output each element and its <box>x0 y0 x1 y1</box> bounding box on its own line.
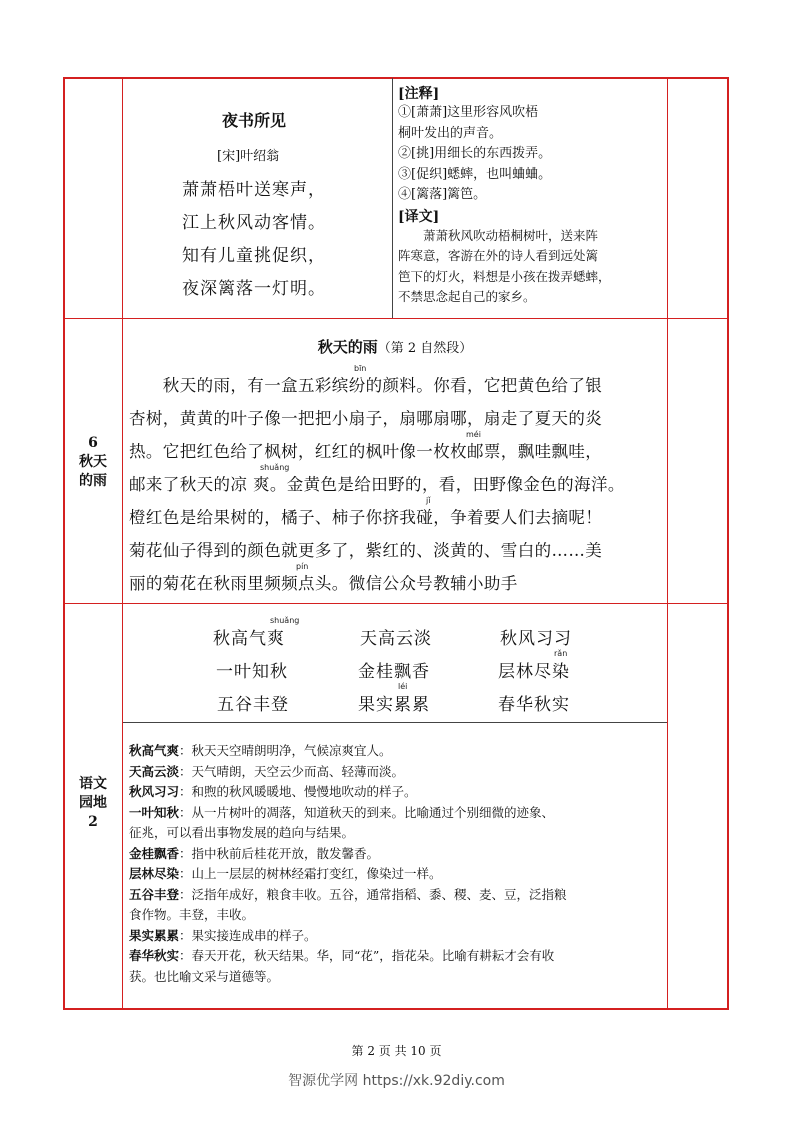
pinyin-annotation: shuǎng <box>260 463 290 472</box>
notes-block <box>398 83 664 308</box>
paragraph-line: 橙红色是给果树的，橘子、柿子你挤我碰，争着要人们去摘呢！ <box>129 508 603 527</box>
lesson-title: 秋天的雨 <box>317 338 378 356</box>
idiom: 一叶知秋 <box>216 662 288 682</box>
row-divider-1 <box>64 318 728 319</box>
definition-term: 金桂飘香 <box>129 845 180 861</box>
pinyin-annotation: pín <box>296 562 309 571</box>
definition-line <box>129 885 665 906</box>
notes-heading: [注释] <box>398 86 440 102</box>
row-divider-2 <box>64 603 728 604</box>
definition-text: ：指中秋前后桂花开放，散发馨香。 <box>179 845 380 861</box>
lesson-number: 6 <box>88 435 98 451</box>
note-item: ④[篱落]篱笆。 <box>398 187 487 202</box>
poem-notes-divider <box>392 78 393 318</box>
label-column-divider <box>122 78 123 1009</box>
idiom: 秋高气爽 <box>213 629 285 649</box>
lesson-title-row <box>123 336 667 357</box>
paragraph-line: 菊花仙子得到的颜色就更多了，紫红的、淡黄的、雪白的……美 <box>129 541 603 560</box>
watermark: 智源优学网 https://xk.92diy.com <box>288 1073 505 1089</box>
definition-text: 获。也比喻文采与道德等。 <box>129 968 280 984</box>
definition-term: 秋高气爽 <box>129 743 180 758</box>
poem-line: 萧萧梧叶送寒声， <box>182 180 326 200</box>
paragraph-line: 杏树，黄黄的叶子像一把把小扇子，扇哪扇哪，扇走了夏天的炎 <box>129 409 603 428</box>
definition-line <box>129 741 665 762</box>
definition-text: ：秋天天空晴朗明净，气候凉爽宜人。 <box>179 743 392 758</box>
idiom: 层林尽染 <box>498 662 570 682</box>
definition-term: 天高云淡 <box>129 763 180 779</box>
yuwen-label <box>64 775 122 832</box>
translation-line: 阵寒意，客游在外的诗人看到远处篱 <box>398 248 599 263</box>
definition-term: 秋风习习 <box>129 784 180 799</box>
lesson-6-label <box>64 434 122 491</box>
paragraph-line: 邮来了秋天的凉 爽。金黄色是给田野的，看，田野像金色的海洋。 <box>129 475 625 494</box>
note-item: ③[促织]蟋蟀，也叫蛐蛐。 <box>398 166 552 182</box>
pinyin-annotation: bīn <box>354 364 367 373</box>
idiom: 天高云淡 <box>360 629 432 649</box>
idiom-def-divider <box>123 722 667 723</box>
yuwen-label-line: 语文 <box>79 776 107 792</box>
idiom: 果实累累 <box>358 695 430 715</box>
definition-line <box>129 905 665 926</box>
definition-term: 果实累累 <box>129 927 180 943</box>
note-item: ①[萧萧]这里形容风吹梧 <box>398 105 539 120</box>
idiom: 秋风习习 <box>500 629 572 649</box>
definition-line <box>129 844 665 865</box>
idiom: 春华秋实 <box>498 695 570 715</box>
definition-line <box>129 823 665 844</box>
note-item: 桐叶发出的声音。 <box>398 125 503 141</box>
paragraph-line: 秋天的雨，有一盒五彩缤纷的颜料。你看，它把黄色给了银 <box>129 376 603 395</box>
definition-line <box>129 926 665 947</box>
definition-text: ：从一片树叶的凋落，知道秋天的到来。比喻通过个别细微的迹象、 <box>179 804 555 820</box>
definition-term: 春华秋实 <box>129 948 180 963</box>
definition-line <box>129 803 665 824</box>
note-item: ②[挑]用细长的东西拨弄。 <box>398 146 552 161</box>
definition-text: 食作物。丰登，丰收。 <box>129 907 255 922</box>
page-footer: 第 2 页 共 10 页 <box>351 1044 442 1058</box>
lesson-label-line: 秋天 <box>79 454 107 470</box>
paragraph-line: 热。它把红色给了枫树，红红的枫叶像一枚枚邮票，飘哇飘哇， <box>129 442 603 461</box>
definition-line <box>129 967 665 988</box>
lesson-paragraph <box>129 369 669 600</box>
definition-text: ：果实接连成串的样子。 <box>179 927 317 943</box>
pinyin-annotation: rǎn <box>554 649 568 658</box>
pinyin-annotation: méi <box>466 430 481 439</box>
definition-line <box>129 864 665 885</box>
definition-term: 一叶知秋 <box>129 804 180 820</box>
pinyin-annotation: léi <box>398 682 408 691</box>
translation-line: 不禁思念起自己的家乡。 <box>398 289 536 304</box>
yuwen-label-line: 园地 <box>79 795 107 811</box>
idiom: 五谷丰登 <box>217 695 289 715</box>
yuwen-label-number: 2 <box>88 814 98 830</box>
definition-term: 层林尽染 <box>129 866 180 881</box>
definition-line <box>129 762 665 783</box>
pinyin-annotation: shuǎng <box>270 616 300 625</box>
definition-text: ：和煦的秋风暖暖地、慢慢地吹动的样子。 <box>179 784 417 799</box>
lesson-subtitle: （第 2 自然段） <box>377 341 473 356</box>
definition-line <box>129 782 665 803</box>
poem-line: 知有儿童挑促织， <box>182 246 326 266</box>
translation-line: 笆下的灯火，料想是小孩在拨弄蟋蟀， <box>398 268 611 284</box>
paragraph-line: 丽的菊花在秋雨里频频点头。微信公众号教辅小助手 <box>129 574 518 593</box>
idiom: 金桂飘香 <box>358 662 430 682</box>
poem-line: 江上秋风动客情。 <box>182 213 326 233</box>
definition-text: ：山上一层层的树林经霜打变红，像染过一样。 <box>179 866 442 881</box>
translation-line: 萧萧秋风吹动梧桐树叶，送来阵 <box>398 227 599 243</box>
definition-text: ：天气晴朗，天空云少而高、轻薄而淡。 <box>179 763 405 779</box>
definition-line <box>129 946 665 967</box>
definitions-list <box>129 741 665 987</box>
translation-heading: [译文] <box>398 208 440 225</box>
definition-text: 征兆，可以看出事物发展的趋向与结果。 <box>129 825 355 840</box>
definition-term: 五谷丰登 <box>129 886 180 902</box>
lesson-label-line: 的雨 <box>79 473 107 489</box>
poem-title: 夜书所见 <box>222 111 287 130</box>
pinyin-annotation: jǐ <box>426 496 431 505</box>
poem-author: [宋]叶绍翁 <box>217 149 280 164</box>
definition-text: ：泛指年成好，粮食丰收。五谷，通常指稻、黍、稷、麦、豆，泛指粮 <box>179 886 567 902</box>
definition-text: ：春天开花，秋天结果。华，同“花”，指花朵。比喻有耕耘才会有收 <box>179 948 555 963</box>
poem-line: 夜深篱落一灯明。 <box>182 279 326 299</box>
